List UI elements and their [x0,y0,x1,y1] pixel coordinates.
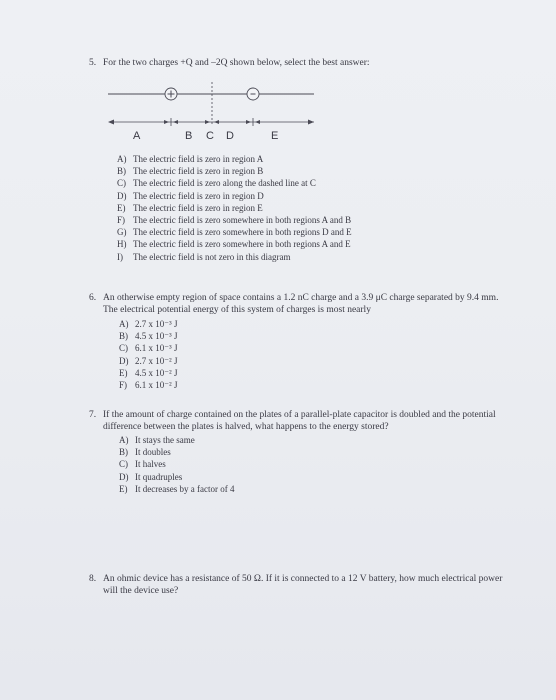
answer-option[interactable]: G) The electric field is zero somewhere in both regions D and E [117,227,352,238]
answer-options [119,434,509,495]
answer-option[interactable]: C) The electric field is zero along the dashed line at C [117,178,316,189]
question-stem: For the two charges +Q and –2Q shown below, select the best answer: [103,58,370,68]
region-label-a: A [133,130,141,142]
region-label-e: E [271,130,279,142]
arrow-left-icon [108,120,114,125]
answer-option[interactable]: C) 6.1 x 10⁻³ J [119,343,178,354]
answer-options [117,153,497,263]
question-number: 8. [89,574,97,584]
answer-option[interactable]: A) It stays the same [119,435,195,445]
question-number: 5. [89,58,97,68]
answer-options [119,318,509,391]
arrow-e-left-icon [255,120,260,124]
answer-option[interactable]: I) The electric field is not zero in this diagram [117,251,291,262]
answer-option[interactable]: D) The electric field is zero in region D [117,190,264,201]
charges-diagram [108,80,318,150]
question-stem: An ohmic device has a resistance of 50 Ω. If it is connected to a 12 V battery, how much electrical power will the device use? [103,574,503,596]
arrow-a-right-icon [164,120,169,124]
answer-option[interactable]: D) It quadruples [119,471,183,482]
arrow-b-right-icon [205,120,210,124]
question-8 [89,573,509,597]
answer-option[interactable]: A) 2.7 x 10⁻³ J [119,319,178,329]
question-number: 6. [89,293,97,303]
region-label-b: B [185,130,193,142]
arrow-d-left-icon [214,120,219,124]
question-5 [89,57,519,262]
arrow-right-icon [308,120,314,125]
region-label-d: D [226,130,234,142]
arrow-b-left-icon [173,120,178,124]
arrow-d-right-icon [246,120,251,124]
answer-option[interactable]: F) 6.1 x 10⁻² J [119,380,178,391]
answer-option[interactable]: B) The electric field is zero in region B [117,166,264,177]
answer-option[interactable]: B) It doubles [119,447,171,458]
answer-option[interactable]: H) The electric field is zero somewhere in both regions A and E [117,239,351,250]
answer-option[interactable]: E) 4.5 x 10⁻² J [119,367,178,378]
answer-option[interactable]: A) The electric field is zero in region A [117,154,264,164]
answer-option[interactable]: C) It halves [119,459,166,470]
answer-option[interactable]: E) It decreases by a factor of 4 [119,483,235,494]
question-stem: If the amount of charge contained on the plates of a parallel-plate capacitor is doubled and the potential difference between the plates is halved, what happens to the energy stored? [103,410,496,432]
answer-option[interactable]: F) The electric field is zero somewhere in both regions A and B [117,215,352,226]
question-number: 7. [89,410,97,420]
question-7 [89,409,509,495]
question-6 [89,292,509,391]
answer-option[interactable]: E) The electric field is zero in region E [117,202,263,213]
answer-option[interactable]: D) 2.7 x 10⁻² J [119,355,178,366]
answer-option[interactable]: B) 4.5 x 10⁻³ J [119,331,178,342]
region-label-c: C [206,130,214,142]
question-stem: An otherwise empty region of space contains a 1.2 nC charge and a 3.9 μC charge separated by 9.4 mm. The electrical potential energy of this system of charges is most nearly [103,293,499,315]
